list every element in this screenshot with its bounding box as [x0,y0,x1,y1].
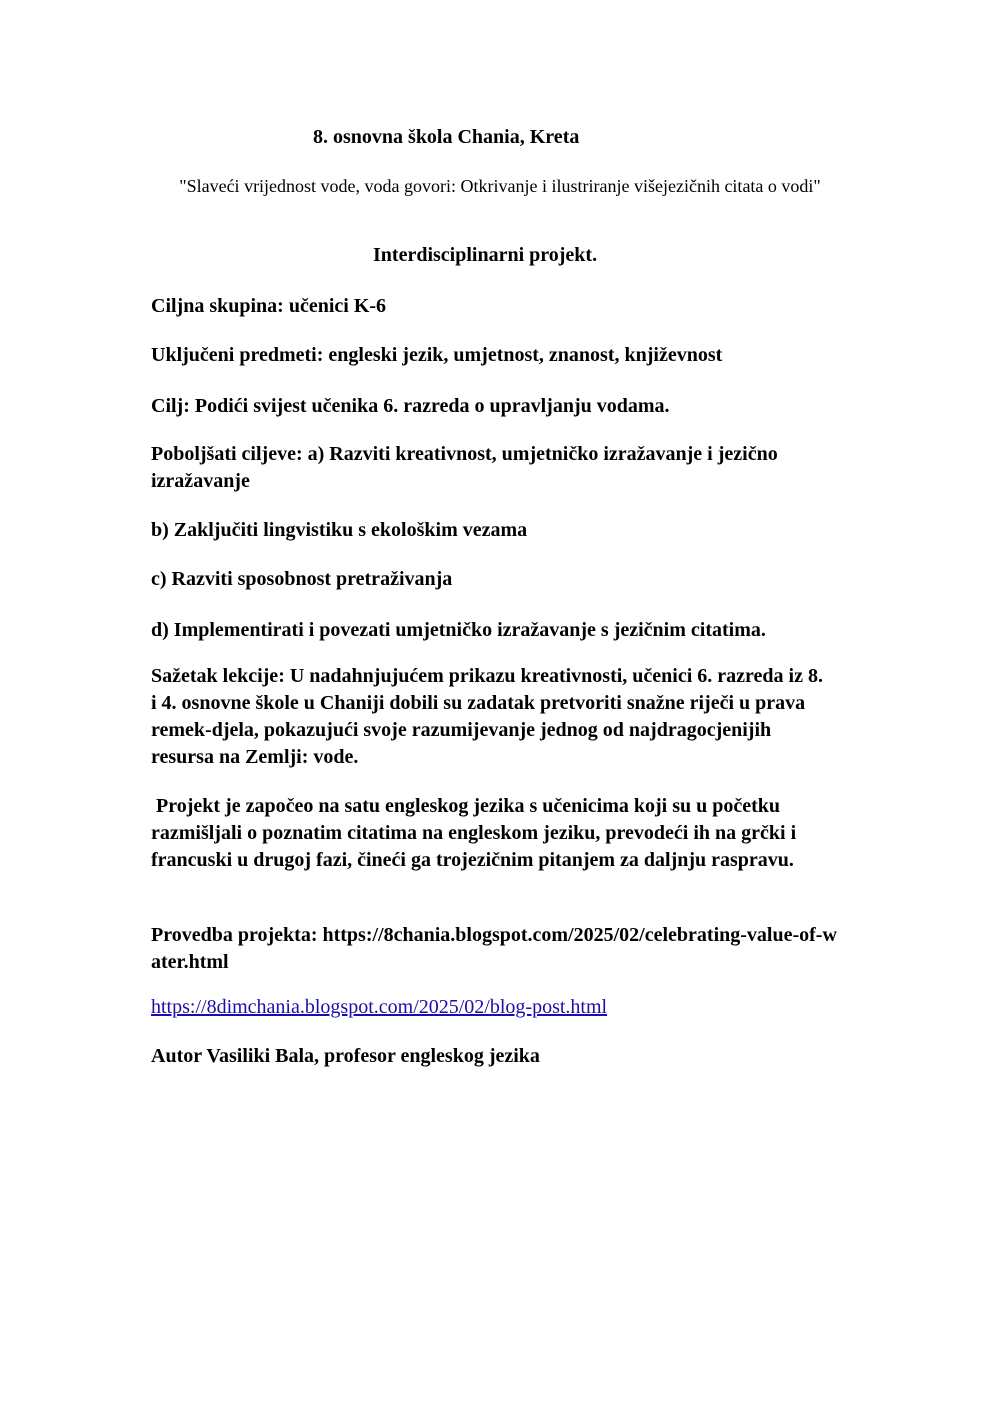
school-title: 8. osnovna škola Chania, Kreta [313,126,580,148]
objectives-intro: Poboljšati ciljeve: a) Razviti kreativnost, umjetničko izražavanje i jezično izražavanje [151,443,778,492]
project-start: Projekt je započeo na satu engleskog jezika s učenicima koji su u početku razmišljali o poznatim citatima na engleskom jeziku, prevodeći ih na grčki i francuski u drugoj fazi, čineći ga trojezičnim pitanjem za daljnju raspravu. [151,795,802,871]
author: Autor Vasiliki Bala, profesor engleskog jezika [151,1045,540,1067]
objective-d: d) Implementirati i povezati umjetničko izražavanje s jezičnim citatima. [151,619,766,641]
lesson-summary: Sažetak lekcije: U nadahnjujućem prikazu kreativnosti, učenici 6. razreda iz 8. i 4. osnovne škole u Chaniji dobili su zadatak pretvoriti snažne riječi u prava remek-djela, pokazujući svoje razumijevanje jednog od najdragocjenijih resursa na Zemlji: vode. [151,665,823,768]
objective-b: b) Zaključiti lingvistiku s ekološkim vezama [151,519,528,541]
blog-post-link[interactable]: https://8dimchania.blogspot.com/2025/02/blog-post.html [151,996,608,1018]
objective-c: c) Razviti sposobnost pretraživanja [151,568,453,590]
goal: Cilj: Podići svijest učenika 6. razreda o upravljanju vodama. [151,395,670,417]
project-implementation: Provedba projekta: https://8chania.blogspot.com/2025/02/celebrating-value-of-water.html [151,924,837,973]
project-type: Interdisciplinarni projekt. [373,244,598,266]
project-subtitle: "Slaveći vrijednost vode, voda govori: Otkrivanje i ilustriranje višejezičnih citata o vodi" [179,176,821,196]
subjects: Uključeni predmeti: engleski jezik, umjetnost, znanost, književnost [151,344,723,366]
target-group: Ciljna skupina: učenici K-6 [151,295,387,317]
